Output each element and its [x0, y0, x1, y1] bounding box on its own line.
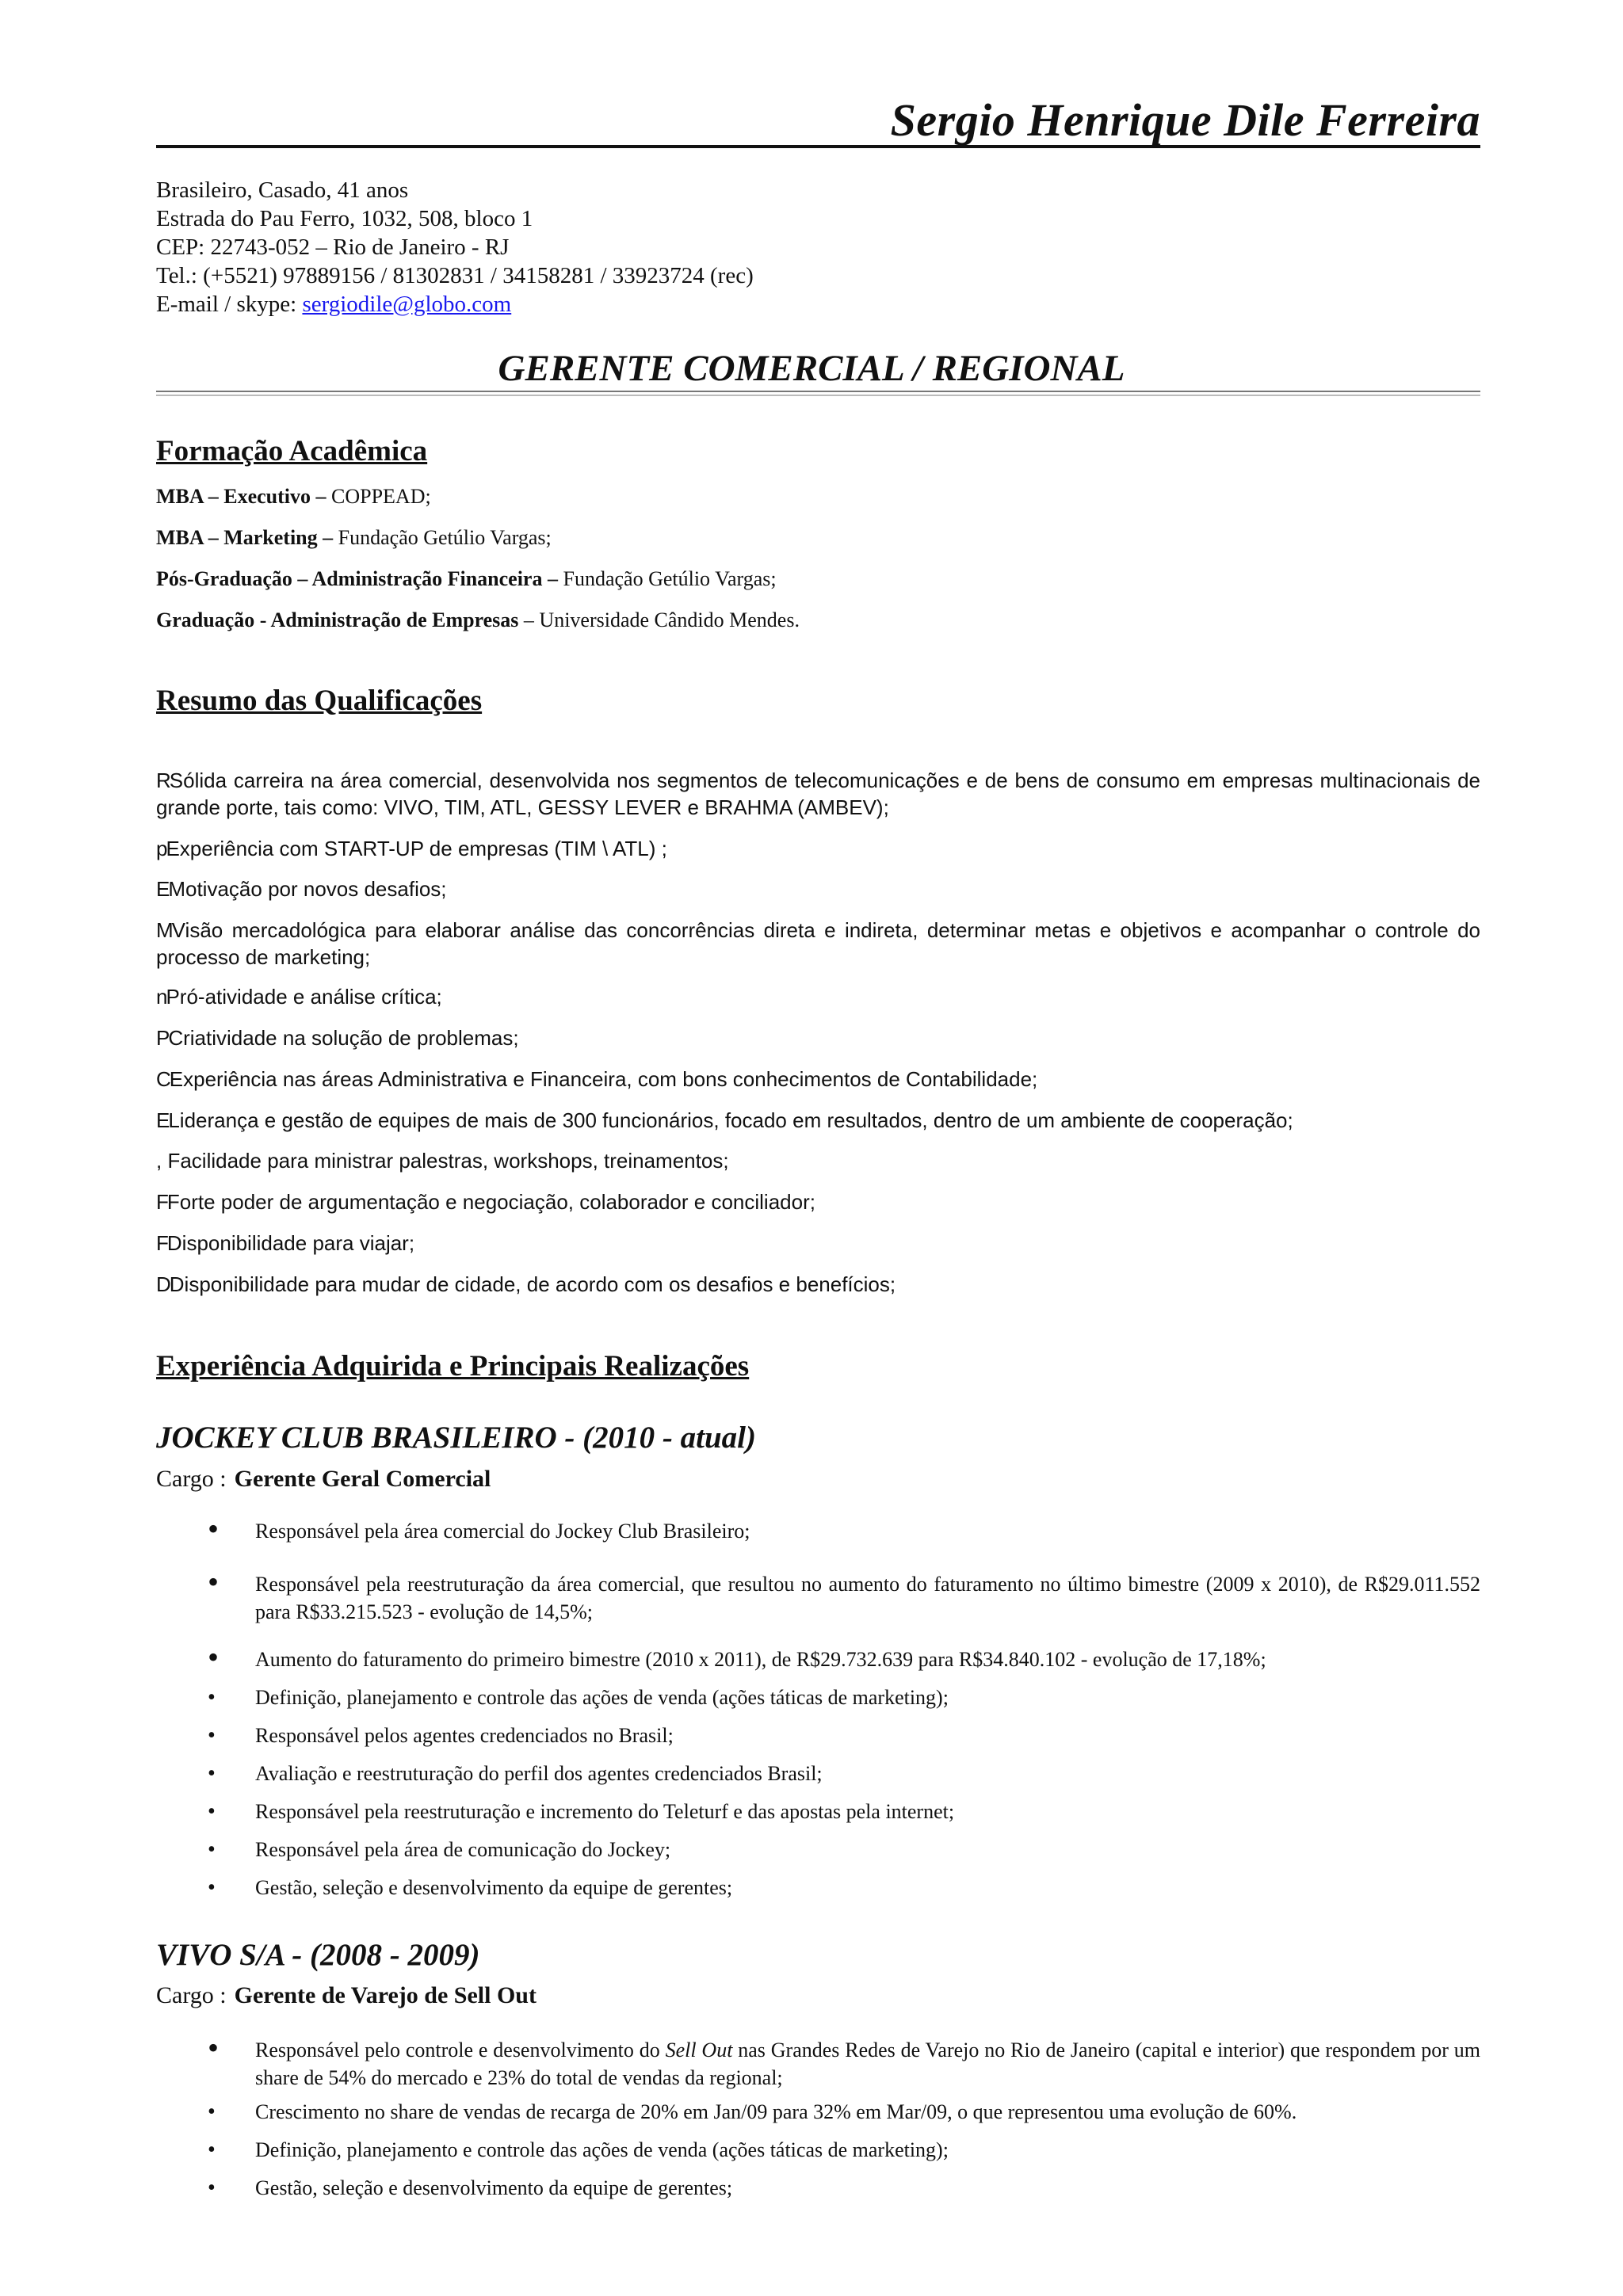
bullet-icon: •: [208, 2100, 216, 2124]
education-item: MBA – Marketing – Fundação Getúlio Vargas;: [156, 526, 552, 549]
contact-phone: Tel.: (+5521) 97889156 / 81302831 / 34158281 / 33923724 (rec): [156, 263, 754, 288]
bullet-icon: •: [208, 1685, 216, 1710]
job-bullet: Gestão, seleção e desenvolvimento da equipe de gerentes;: [255, 2176, 733, 2199]
qualification-item: n Pró-atividade e análise crítica;: [156, 985, 442, 1009]
qualification-item: R Sólida carreira na área comercial, desenvolvida nos segmentos de telecomunicações e de bens de consumo em empresas multinacionais de grande porte, tais como: VIVO, TIM, ATL, GESSY LEVER e BRAHMA (AMBEV);: [156, 769, 1480, 819]
job-bullet: Responsável pelo controle e desenvolvimento do Sell Out nas Grandes Redes de Varejo no Rio de Janeiro (capital e interior) que respondem por um share de 54% do mercado e 23% do total de vendas da regional;: [255, 2039, 1480, 2089]
qualification-item: D Disponibilidade para mudar de cidade, de acordo com os desafios e benefícios;: [156, 1272, 896, 1296]
qualification-item: C Experiência nas áreas Administrativa e Financeira, com bons conhecimentos de Contabilidade;: [156, 1067, 1038, 1091]
job-bullet: Definição, planejamento e controle das ações de venda (ações táticas de marketing);: [255, 2138, 949, 2161]
qualification-item: P Criatividade na solução de problemas;: [156, 1026, 519, 1050]
contact-email-line: [156, 290, 754, 318]
job-bullet: Responsável pela área de comunicação do Jockey;: [255, 1838, 671, 1861]
qualifications-title: Resumo das Qualificações: [156, 685, 483, 717]
bullet-icon: •: [208, 1799, 216, 1824]
candidate-name: Sergio Henrique Dile Ferreira: [890, 94, 1480, 146]
header-divider: [156, 145, 1480, 148]
job-bullet: Responsável pela área comercial do Jockey Club Brasileiro;: [255, 1520, 750, 1543]
email-label: E-mail / skype:: [156, 292, 303, 317]
job-bullet: Definição, planejamento e controle das ações de venda (ações táticas de marketing);: [255, 1686, 949, 1709]
qualification-item: , Facilidade para ministrar palestras, workshops, treinamentos;: [156, 1149, 729, 1173]
contact-address: Estrada do Pau Ferro, 1032, 508, bloco 1: [156, 206, 533, 231]
education-item: Graduação - Administração de Empresas – Universidade Cândido Mendes.: [156, 608, 800, 631]
bullet-icon: •: [208, 2176, 216, 2200]
bullet-icon: •: [208, 1723, 216, 1748]
bullet-icon: •: [208, 2030, 220, 2065]
qualification-item: F Disponibilidade para viajar;: [156, 1231, 415, 1255]
job-company: VIVO S/A - (2008 - 2009): [156, 1938, 480, 1972]
bullet-icon: •: [208, 1761, 216, 1786]
role-divider: [156, 391, 1480, 396]
contact-cep: CEP: 22743-052 – Rio de Janeiro - RJ: [156, 235, 510, 260]
education-item: MBA – Executivo – COPPEAD;: [156, 485, 431, 508]
bullet-icon: •: [208, 1511, 220, 1547]
bullet-icon: •: [208, 2138, 216, 2162]
bullet-icon: •: [208, 1837, 216, 1862]
job-cargo: Cargo : Gerente Geral Comercial: [156, 1466, 491, 1492]
job-bullet: Gestão, seleção e desenvolvimento da equipe de gerentes;: [255, 1876, 733, 1899]
contact-block: [156, 176, 754, 318]
education-item: Pós-Graduação – Administração Financeira – Fundação Getúlio Vargas;: [156, 567, 777, 590]
job-bullet: Responsável pelos agentes credenciados no Brasil;: [255, 1724, 674, 1747]
education-title: Formação Acadêmica: [156, 435, 428, 467]
bullet-icon: •: [208, 1564, 220, 1600]
qualification-item: p Experiência com START-UP de empresas (TIM \ ATL) ;: [156, 837, 667, 860]
job-bullet: Responsável pela reestruturação e incremento do Teleturf e das apostas pela internet;: [255, 1800, 955, 1823]
qualification-item: E Motivação por novos desafios;: [156, 877, 447, 901]
bullet-icon: •: [208, 1639, 220, 1675]
qualification-item: M Visão mercadológica para elaborar análise das concorrências direta e indireta, determinar metas e objetivos e acompanhar o controle do processo de marketing;: [156, 918, 1480, 969]
experience-title: Experiência Adquirida e Principais Realizações: [156, 1350, 750, 1383]
contact-personal: Brasileiro, Casado, 41 anos: [156, 177, 409, 203]
qualification-item: F Forte poder de argumentação e negociação, colaborador e conciliador;: [156, 1190, 815, 1214]
qualification-item: E Liderança e gestão de equipes de mais de 300 funcionários, focado em resultados, dentro de um ambiente de cooperação;: [156, 1108, 1293, 1132]
target-role: GERENTE COMERCIAL / REGIONAL: [498, 348, 1125, 389]
job-cargo: Cargo : Gerente de Varejo de Sell Out: [156, 1982, 537, 2008]
email-link[interactable]: sergiodile@globo.com: [302, 292, 512, 317]
bullet-icon: •: [208, 1875, 216, 1900]
job-bullet: Aumento do faturamento do primeiro bimestre (2010 x 2011), de R$29.732.639 para R$34.840.102 - evolução de 17,18%;: [255, 1648, 1266, 1671]
job-bullet: Crescimento no share de vendas de recarga de 20% em Jan/09 para 32% em Mar/09, o que representou uma evolução de 60%.: [255, 2100, 1297, 2123]
job-bullet: Avaliação e reestruturação do perfil dos agentes credenciados Brasil;: [255, 1762, 823, 1785]
job-company: JOCKEY CLUB BRASILEIRO - (2010 - atual): [156, 1421, 756, 1455]
job-bullet: Responsável pela reestruturação da área comercial, que resultou no aumento do faturamento no último bimestre (2009 x 2010), de R$29.011.552 para R$33.215.523 - evolução de 14,5%;: [255, 1573, 1480, 1623]
